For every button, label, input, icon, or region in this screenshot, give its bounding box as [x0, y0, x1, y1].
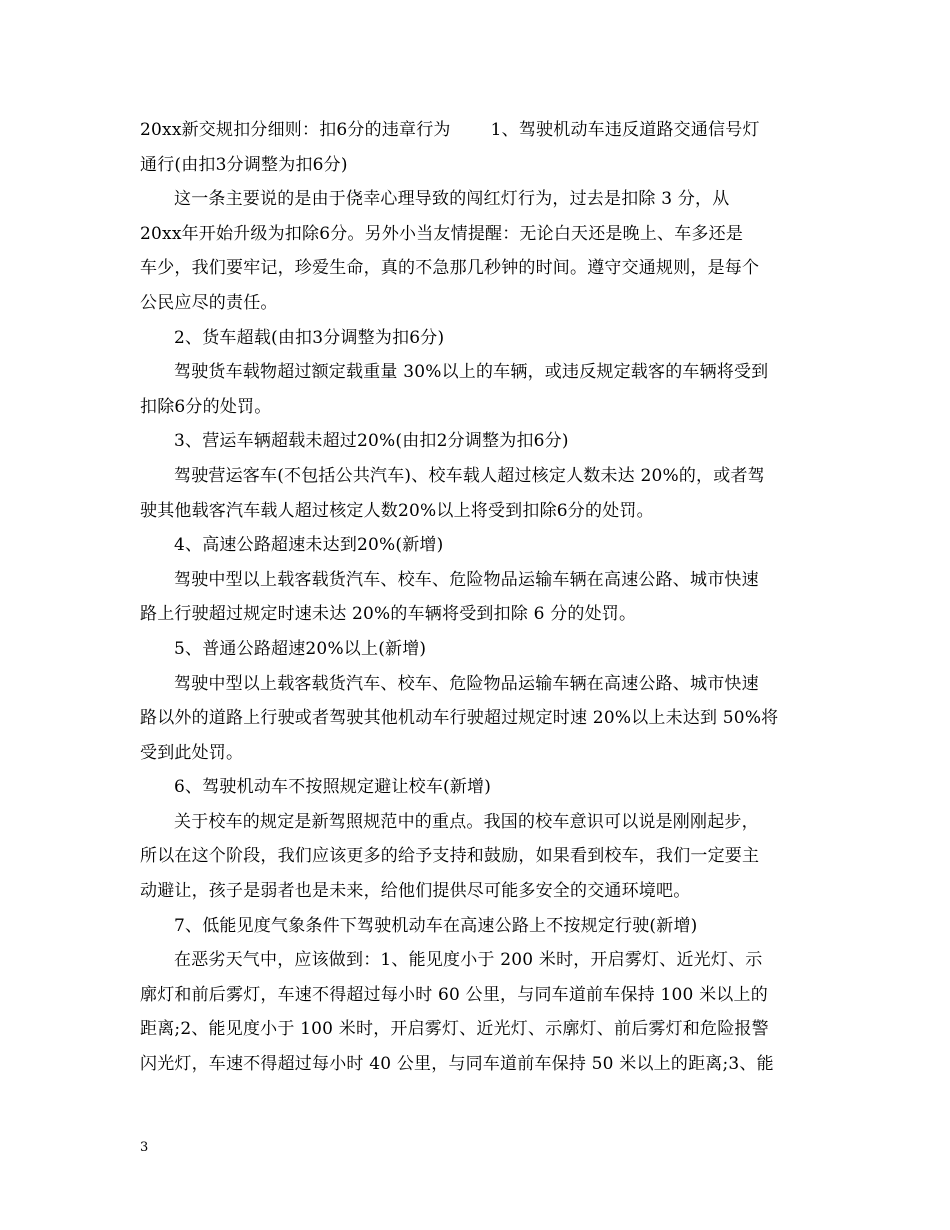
- item-7-title: 7、低能见度气象条件下驾驶机动车在高速公路上不按规定行驶(新增): [174, 915, 698, 936]
- item-1-title-start: 1、驾驶机动车违反道路交通信号灯: [490, 120, 760, 140]
- paragraph-line: 廓灯和前后雾灯，车速不得超过每小时 60 公里，与同车道前车保持 100 米以上的: [140, 984, 768, 1005]
- item-1-title-end: 通行(由扣3分调整为扣6分): [140, 154, 348, 175]
- paragraph-line: 车少，我们要牢记，珍爱生命，真的不急那几秒钟的时间。遵守交通规则，是每个: [140, 258, 760, 279]
- item-4-title: 4、高速公路超速未达到20%(新增): [174, 535, 444, 556]
- item-3-title: 3、营运车辆超载未超过20%(由扣2分调整为扣6分): [174, 431, 569, 452]
- paragraph-line: 公民应尽的责任。: [140, 292, 278, 313]
- document-body: [140, 116, 812, 1079]
- paragraph-line: 这一条主要说的是由于侥幸心理导致的闯红灯行为，过去是扣除 3 分，从: [174, 189, 730, 210]
- paragraph-line: 驾驶货车载物超过额定载重量 30%以上的车辆，或违反规定载客的车辆将受到: [174, 362, 769, 383]
- paragraph-line: 驶其他载客汽车载人超过核定人数20%以上将受到扣除6分的处罚。: [140, 500, 654, 521]
- paragraph-line: 动避让，孩子是弱者也是未来，给他们提供尽可能多安全的交通环境吧。: [140, 881, 691, 902]
- paragraph-line: 受到此处罚。: [140, 742, 244, 763]
- paragraph-line: 闪光灯，车速不得超过每小时 40 公里，与同车道前车保持 50 米以上的距离;3、能: [140, 1054, 774, 1075]
- paragraph-line: 驾驶中型以上载客载货汽车、校车、危险物品运输车辆在高速公路、城市快速: [174, 569, 759, 590]
- page-number: 3: [140, 1140, 149, 1155]
- paragraph-line: 路以外的道路上行驶或者驾驶其他机动车行驶超过规定时速 20%以上未达到 50%将: [140, 708, 779, 729]
- paragraph-line: 扣除6分的处罚。: [140, 396, 272, 417]
- paragraph-line: 路上行驶超过规定时速未达 20%的车辆将受到扣除 6 分的处罚。: [140, 604, 637, 625]
- heading-text: 20xx新交规扣分细则：扣6分的违章行为: [140, 120, 451, 140]
- paragraph-line: 20xx年开始升级为扣除6分。另外小当友情提醒：无论白天还是晚上、车多还是: [140, 223, 744, 244]
- item-2-title: 2、货车超载(由扣3分调整为扣6分): [174, 327, 445, 348]
- paragraph-line: 关于校车的规定是新驾照规范中的重点。我国的校车意识可以说是刚刚起步，: [174, 811, 759, 832]
- paragraph-line: 所以在这个阶段，我们应该更多的给予支持和鼓励，如果看到校车，我们一定要主: [140, 846, 760, 867]
- item-6-title: 6、驾驶机动车不按照规定避让校车(新增): [174, 777, 492, 798]
- paragraph-line: 驾驶营运客车(不包括公共汽车)、校车载人超过核定人数未达 20%的，或者驾: [174, 465, 765, 486]
- paragraph-line: 在恶劣天气中，应该做到：1、能见度小于 200 米时，开启雾灯、近光灯、示: [174, 950, 763, 971]
- heading-line: [140, 116, 812, 145]
- paragraph-line: 驾驶中型以上载客载货汽车、校车、危险物品运输车辆在高速公路、城市快速: [174, 673, 759, 694]
- item-5-title: 5、普通公路超速20%以上(新增): [174, 638, 427, 659]
- paragraph-line: 距离;2、能见度小于 100 米时，开启雾灯、近光灯、示廓灯、前后雾灯和危险报警: [140, 1019, 769, 1040]
